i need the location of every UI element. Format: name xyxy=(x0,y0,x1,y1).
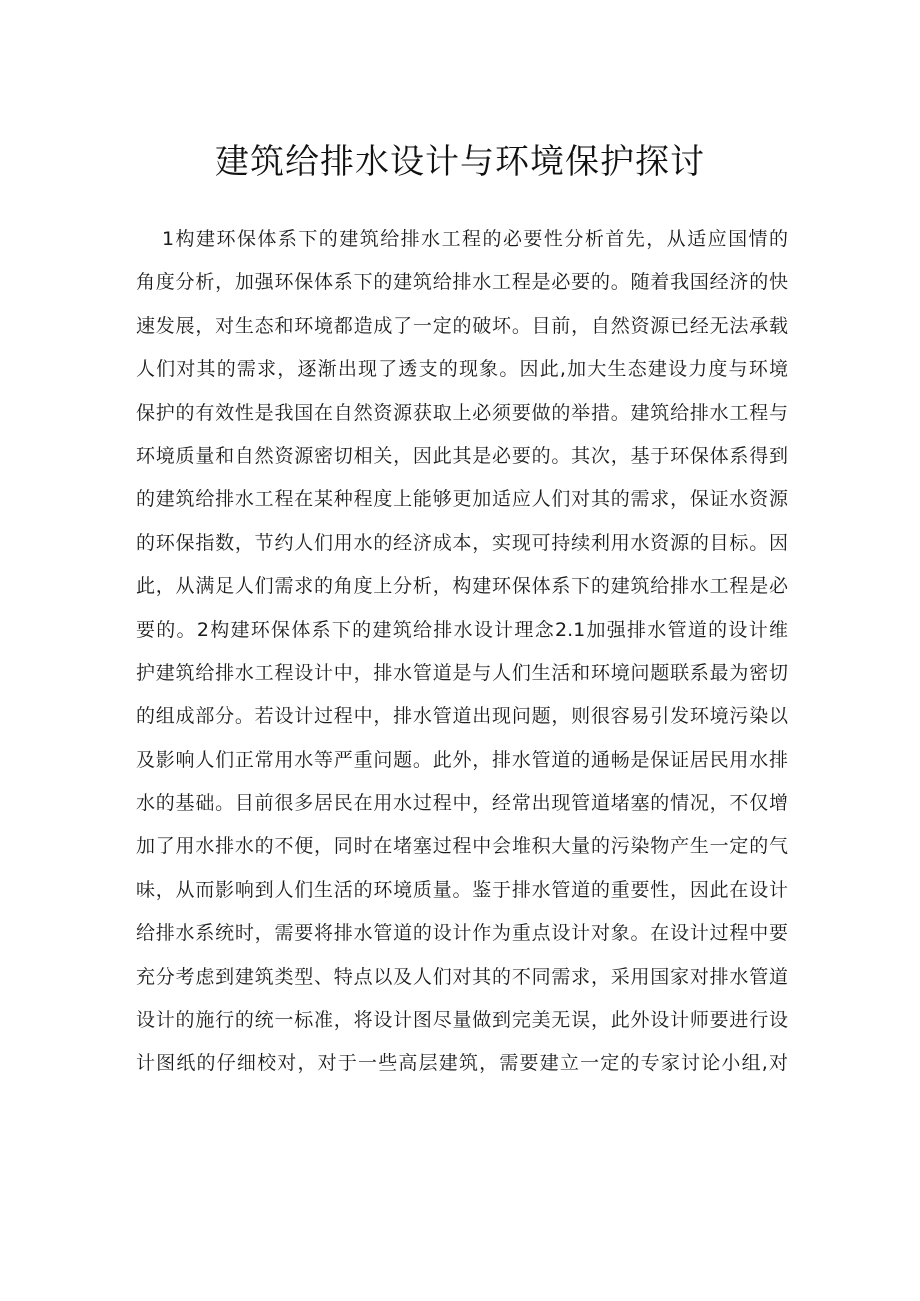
body-line: 的组成部分。若设计过程中，排水管道出现问题，则很容易引发环境污染以 xyxy=(136,705,788,728)
body-line: 保护的有效性是我国在自然资源获取上必须要做的举措。建筑给排水工程与 xyxy=(136,401,788,424)
body-line: 味，从而影响到人们生活的环境质量。鉴于排水管道的重要性，因此在设计 xyxy=(136,878,788,901)
document-body xyxy=(136,218,788,1086)
document-title: 建筑给排水设计与环境保护探讨 xyxy=(215,142,705,182)
body-line: 角度分析，加强环保体系下的建筑给排水工程是必要的。随着我国经济的快 xyxy=(136,271,788,294)
body-line: 水的基础。目前很多居民在用水过程中，经常出现管道堵塞的情况，不仅增 xyxy=(136,792,788,815)
body-line: 人们对其的需求，逐渐出现了透支的现象。因此,加大生态建设力度与环境 xyxy=(136,358,788,381)
body-line: 1构建环保体系下的建筑给排水工程的必要性分析首先，从适应国情的 xyxy=(162,228,788,250)
body-line: 充分考虑到建筑类型、特点以及人们对其的不同需求，采用国家对排水管道 xyxy=(136,965,788,988)
body-line: 给排水系统时，需要将排水管道的设计作为重点设计对象。在设计过程中要 xyxy=(136,922,788,945)
body-line: 加了用水排水的不便，同时在堵塞过程中会堆积大量的污染物产生一定的气 xyxy=(136,835,788,858)
body-line: 此，从满足人们需求的角度上分析，构建环保体系下的建筑给排水工程是必 xyxy=(136,575,788,598)
body-line: 的环保指数，节约人们用水的经济成本，实现可持续利用水资源的目标。因 xyxy=(136,531,788,554)
body-line: 护建筑给排水工程设计中，排水管道是与人们生活和环境问题联系最为密切 xyxy=(136,661,788,684)
body-line: 设计的施行的统一标准，将设计图尽量做到完美无误，此外设计师要进行设 xyxy=(136,1009,788,1032)
body-line: 环境质量和自然资源密切相关，因此其是必要的。其次，基于环保体系得到 xyxy=(136,444,788,467)
body-line: 的建筑给排水工程在某种程度上能够更加适应人们对其的需求，保证水资源 xyxy=(136,488,788,511)
body-line: 要的。2构建环保体系下的建筑给排水设计理念2.1加强排水管道的设计维 xyxy=(136,618,788,641)
body-line: 速发展，对生态和环境都造成了一定的破坏。目前，自然资源已经无法承载 xyxy=(136,314,788,337)
body-line: 计图纸的仔细校对，对于一些高层建筑，需要建立一定的专家讨论小组,对 xyxy=(136,1052,788,1075)
body-line: 及影响人们正常用水等严重问题。此外，排水管道的通畅是保证居民用水排 xyxy=(136,748,788,771)
